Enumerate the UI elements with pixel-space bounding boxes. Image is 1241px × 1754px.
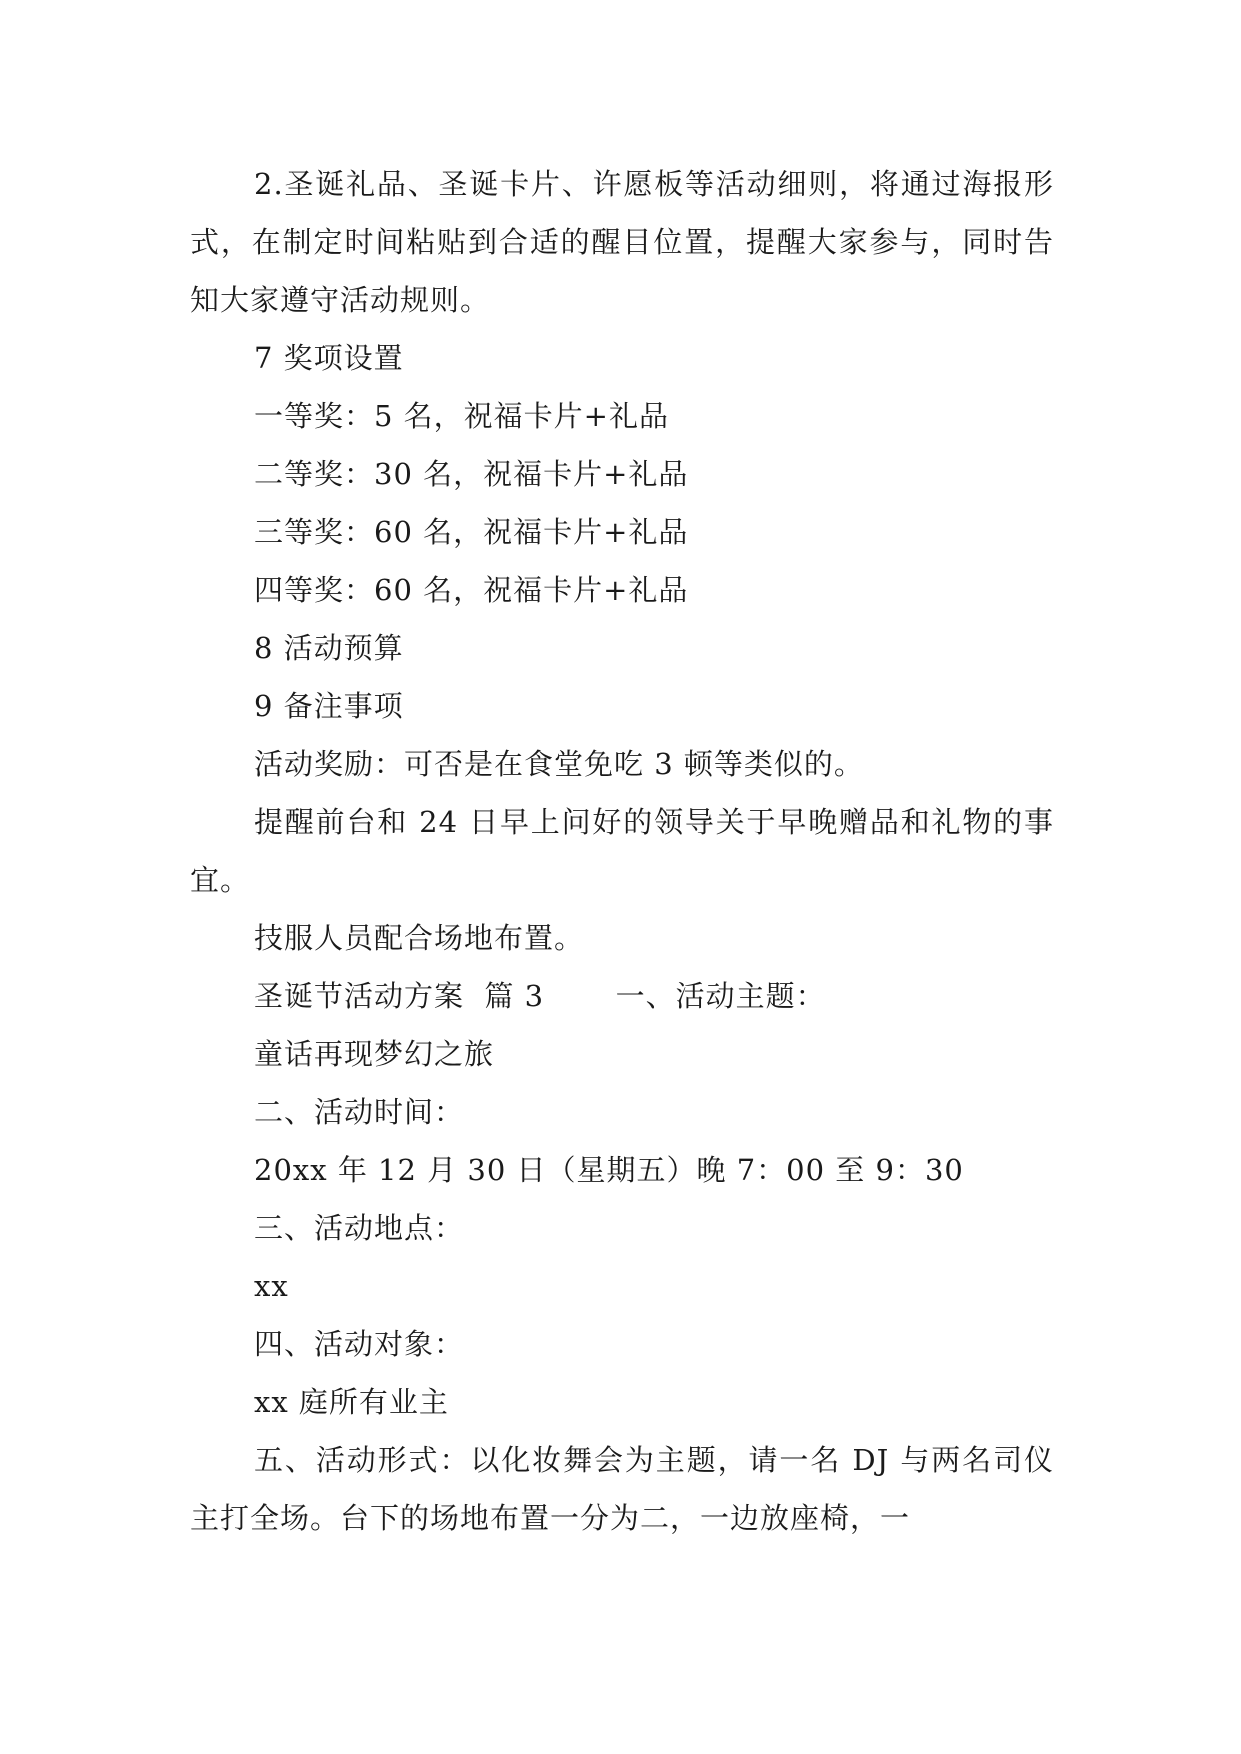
paragraph-reminder: 提醒前台和 24 日早上问好的领导关于早晚赠品和礼物的事宜。 bbox=[190, 805, 1054, 897]
section-title-plan-3: 圣诞节活动方案 篇 3 一、活动主题： bbox=[254, 979, 826, 1013]
heading-time: 二、活动时间： bbox=[254, 1095, 465, 1129]
time-value: 20xx 年 12 月 30 日（星期五）晚 7：00 至 9：30 bbox=[254, 1153, 964, 1187]
heading-location: 三、活动地点： bbox=[254, 1211, 465, 1245]
heading-budget: 8 活动预算 bbox=[254, 631, 404, 665]
paragraph-reward: 活动奖励：可否是在食堂免吃 3 顿等类似的。 bbox=[254, 747, 864, 781]
award-fourth: 四等奖：60 名，祝福卡片+礼品 bbox=[254, 573, 689, 607]
audience-value: xx 庭所有业主 bbox=[254, 1385, 449, 1419]
theme-value: 童话再现梦幻之旅 bbox=[254, 1037, 495, 1071]
heading-awards: 7 奖项设置 bbox=[254, 341, 404, 375]
award-first: 一等奖：5 名，祝福卡片+礼品 bbox=[254, 399, 669, 433]
paragraph-format: 五、活动形式：以化妆舞会为主题，请一名 DJ 与两名司仪主打全场。台下的场地布置一分为二，一边放座椅，一 bbox=[190, 1443, 1054, 1535]
heading-notes: 9 备注事项 bbox=[254, 689, 404, 723]
award-third: 三等奖：60 名，祝福卡片+礼品 bbox=[254, 515, 689, 549]
location-value: xx bbox=[254, 1269, 289, 1303]
heading-audience: 四、活动对象： bbox=[254, 1327, 465, 1361]
paragraph-poster-details: 2.圣诞礼品、圣诞卡片、许愿板等活动细则，将通过海报形式，在制定时间粘贴到合适的醒目位置，提醒大家参与，同时告知大家遵守活动规则。 bbox=[190, 167, 1054, 317]
paragraph-staff: 技服人员配合场地布置。 bbox=[254, 921, 585, 955]
award-second: 二等奖：30 名，祝福卡片+礼品 bbox=[254, 457, 689, 491]
document-body bbox=[190, 155, 1054, 1547]
